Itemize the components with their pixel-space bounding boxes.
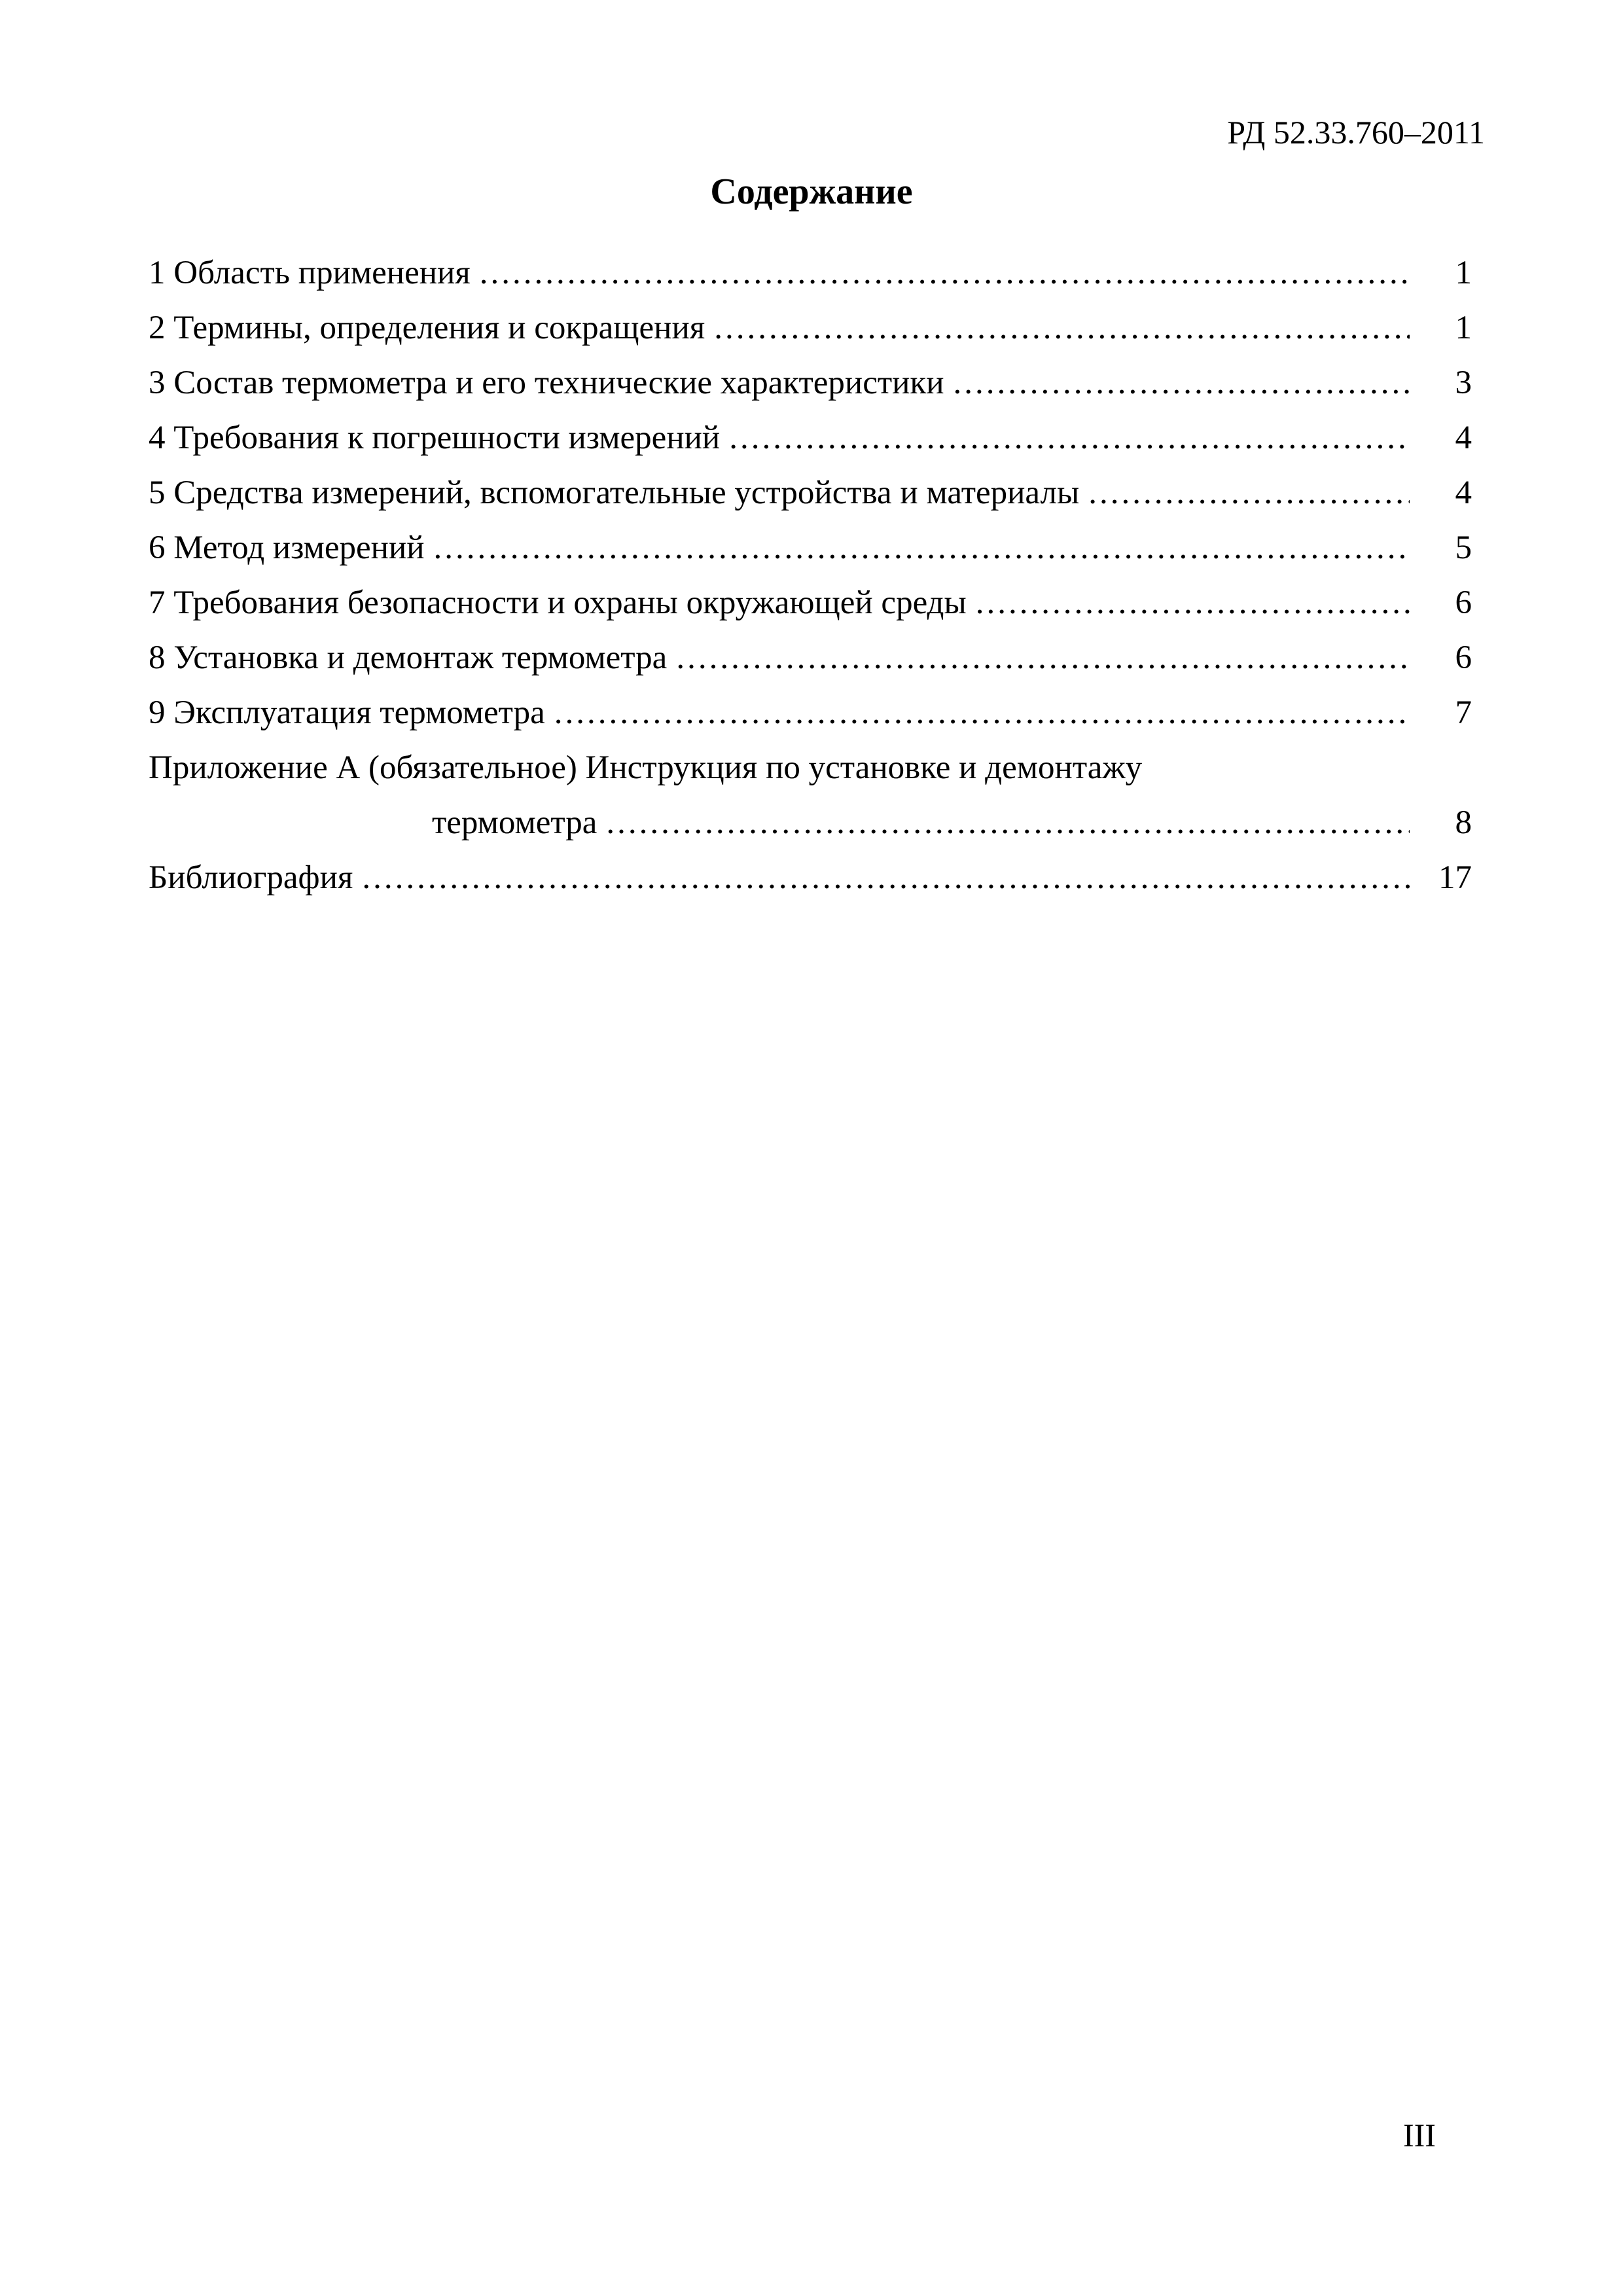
toc-entry-label: 3 Состав термометра и его технические характеристики <box>149 365 944 401</box>
toc-leader-dots <box>953 355 1410 410</box>
toc-entry-page: 6 <box>1455 584 1472 621</box>
toc-leader-dots <box>714 300 1410 355</box>
toc-leader-dots <box>976 575 1410 630</box>
toc-entry-page: 5 <box>1455 529 1472 566</box>
toc-entry-label: 9 Эксплуатация термометра <box>149 694 545 731</box>
toc-entry-4[interactable] <box>149 410 1472 465</box>
document-code: РД 52.33.760–2011 <box>1227 114 1485 151</box>
toc-leader-dots <box>606 795 1410 850</box>
toc-entry-2[interactable] <box>149 300 1472 355</box>
toc-leader-dots <box>362 850 1410 905</box>
toc-leader-dots <box>676 630 1410 685</box>
toc-entry-page: 8 <box>1455 804 1472 841</box>
toc-entry-8[interactable] <box>149 630 1472 685</box>
toc-entry-page: 4 <box>1455 475 1472 511</box>
toc-entry-label: 5 Средства измерений, вспомогательные устройства и материалы <box>149 475 1080 511</box>
toc-entry-label: Приложение А (обязательное) Инструкция по установке и демонтажу <box>149 749 1143 786</box>
toc-entry-label: 7 Требования безопасности и охраны окружающей среды <box>149 584 967 621</box>
toc-entry-page: 1 <box>1455 255 1472 291</box>
toc-entry-1[interactable] <box>149 245 1472 300</box>
toc-entry-label: 1 Область применения <box>149 255 471 291</box>
toc-entry-label: 2 Термины, определения и сокращения <box>149 310 705 346</box>
toc-leader-dots <box>729 410 1410 465</box>
table-of-contents <box>149 245 1472 905</box>
toc-entry-label: термометра <box>432 804 597 841</box>
toc-leader-dots <box>480 245 1410 300</box>
toc-leader-dots <box>434 520 1410 575</box>
toc-entry-label: Библиография <box>149 859 353 896</box>
toc-leader-dots <box>554 685 1410 740</box>
toc-leader-dots <box>1088 465 1410 520</box>
toc-entry-page: 17 <box>1438 859 1472 896</box>
toc-entry-appendix-a-continued[interactable] <box>149 795 1472 850</box>
toc-entry-appendix-a[interactable] <box>149 740 1472 795</box>
toc-entry-9[interactable] <box>149 685 1472 740</box>
toc-title: Содержание <box>710 171 913 212</box>
toc-entry-7[interactable] <box>149 575 1472 630</box>
toc-entry-page: 3 <box>1455 365 1472 401</box>
toc-entry-6[interactable] <box>149 520 1472 575</box>
page-number: III <box>1403 2117 1436 2153</box>
toc-entry-page: 4 <box>1455 420 1472 456</box>
toc-entry-bibliography[interactable] <box>149 850 1472 905</box>
toc-entry-page: 7 <box>1455 694 1472 731</box>
toc-entry-label: 6 Метод измерений <box>149 529 425 566</box>
toc-entry-page: 1 <box>1455 310 1472 346</box>
toc-entry-3[interactable] <box>149 355 1472 410</box>
toc-entry-page: 6 <box>1455 639 1472 676</box>
toc-entry-label: 4 Требования к погрешности измерений <box>149 420 721 456</box>
toc-entry-5[interactable] <box>149 465 1472 520</box>
toc-entry-label: 8 Установка и демонтаж термометра <box>149 639 668 676</box>
